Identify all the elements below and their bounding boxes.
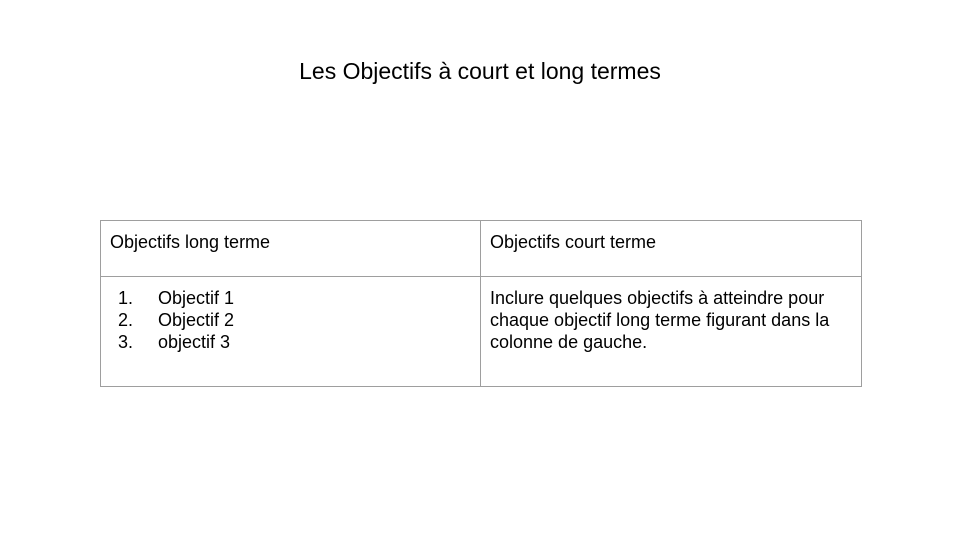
slide-title: Les Objectifs à court et long termes — [299, 58, 661, 84]
list-item — [110, 287, 471, 309]
list-item — [110, 309, 471, 331]
list-item-label: Objectif 1 — [158, 288, 235, 308]
objectives-table — [100, 220, 862, 387]
header-short-term: Objectifs court terme — [481, 221, 862, 277]
list-item-number: 1. — [118, 288, 134, 308]
list-item-label: Objectif 2 — [158, 310, 235, 330]
table-header-row — [101, 221, 862, 277]
table-row — [101, 277, 862, 387]
list-item-label: objectif 3 — [158, 332, 231, 352]
header-long-term: Objectifs long terme — [101, 221, 481, 277]
list-item-number: 3. — [118, 332, 134, 352]
long-term-cell — [101, 277, 481, 387]
list-item-number: 2. — [118, 310, 134, 330]
list-item — [110, 331, 471, 353]
long-term-list — [110, 287, 471, 353]
short-term-cell: Inclure quelques objectifs à atteindre pour chaque objectif long terme figurant dans la colonne de gauche. — [481, 277, 862, 387]
